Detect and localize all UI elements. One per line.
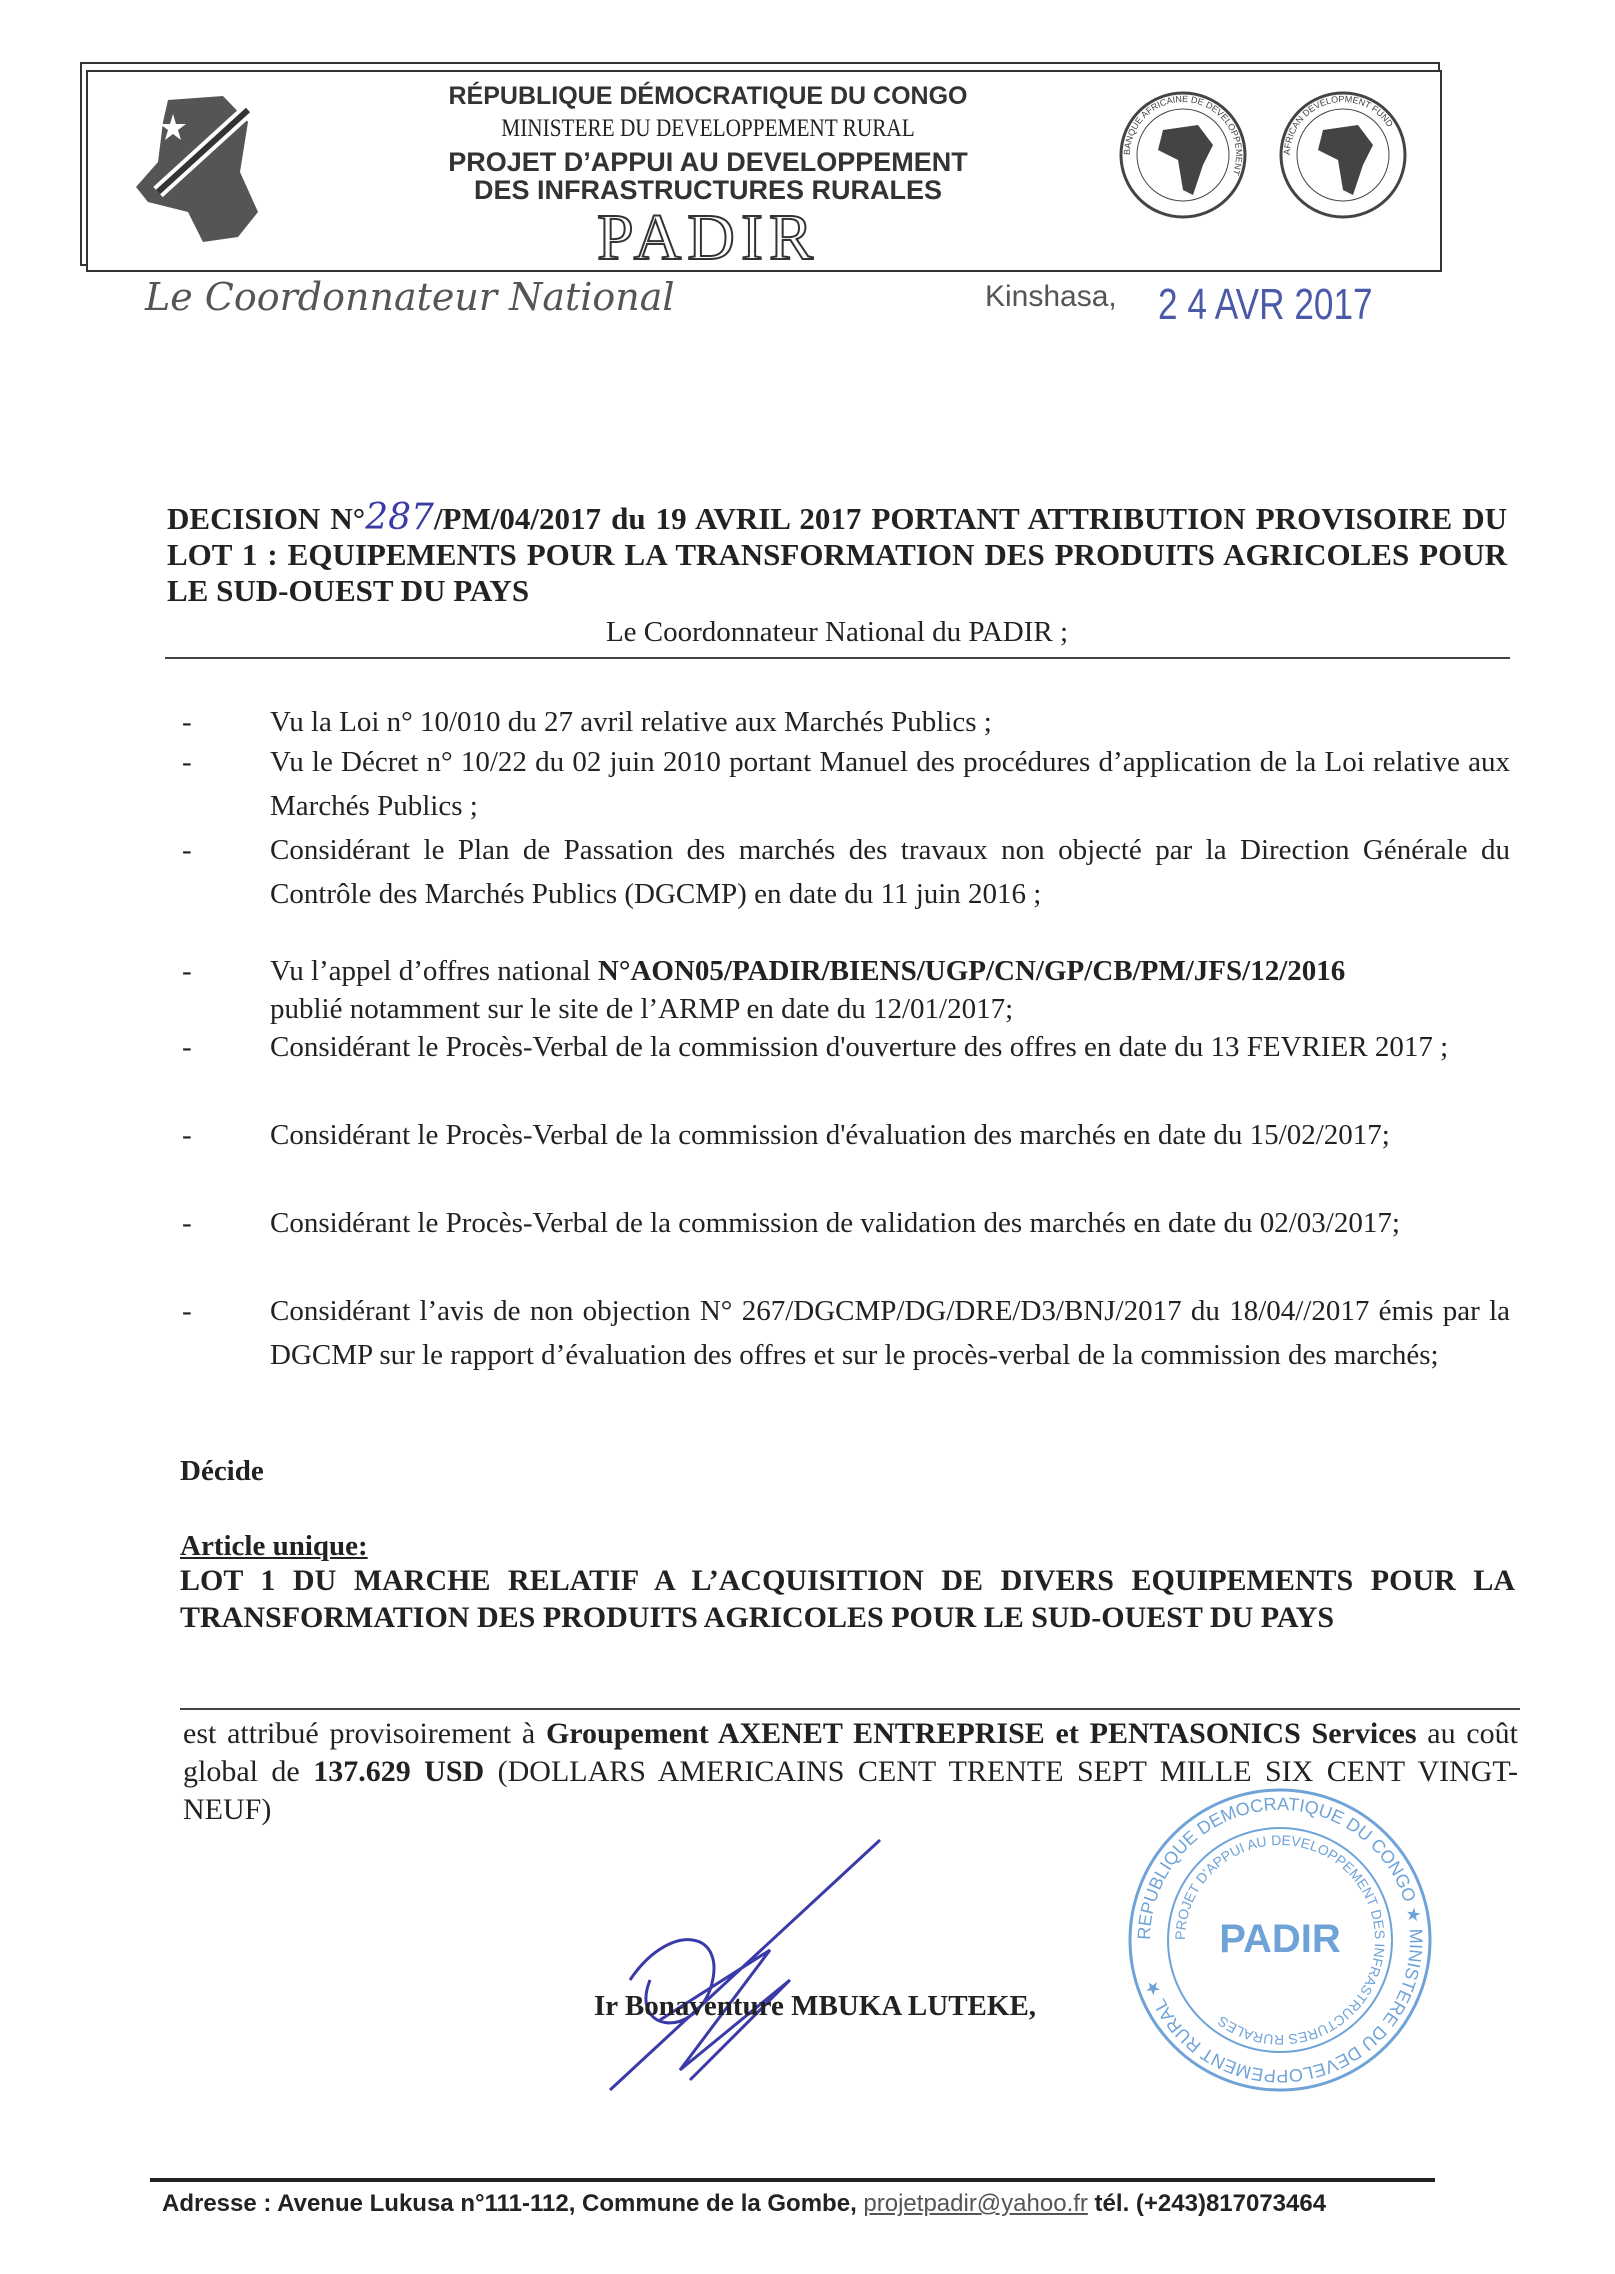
consideration-item: - Vu l’appel d’offres national N°AON05/PADIR/BIENS/UGP/CN/GP/CB/PM/JFS/12/2016 publié notamment sur le site de l’ARMP en date du 12/01/2017; [210,952,1510,1028]
ministry-heading: MINISTERE DU DEVELOPPEMENT RURAL [501,115,915,142]
stamp-seal-icon [1120,1780,1440,2100]
consideration-text: Considérant le Procès-Verbal de la commission de validation des marchés en date du 02/03/2017; [270,1207,1400,1239]
tender-reference: N°AON05/PADIR/BIENS/UGP/CN/GP/CB/PM/JFS/12/2016 [597,955,1346,987]
decide-heading: Décide [180,1455,264,1487]
afdb-logo-text: BANQUE AFRICAINE DE DEVELOPPEMENT [1121,93,1245,177]
consideration-text [270,952,1510,1028]
stamp-center-text: PADIR [1219,1917,1341,1961]
consideration-item: - Considérant le Procès-Verbal de la commission d'ouverture des offres en date du 13 FEVRIER 2017 ; [210,1025,1510,1069]
consideration-item: - Considérant le Procès-Verbal de la commission d'évaluation des marchés en date du 15/02/2017; [210,1113,1510,1157]
amount-in-words: (DOLLARS AMERICAINS CENT TRENTE SEPT MILLE SIX CENT VINGT-NEUF) [183,1755,1518,1826]
decision-title [167,497,1507,609]
official-stamp [1120,1780,1440,2100]
project-line-1: PROJET D’APPUI AU DEVELOPPEMENT [448,147,968,177]
adf-logo-icon [1278,90,1408,220]
consideration-item: - Considérant l’avis de non objection N° 267/DGCMP/DG/DRE/D3/BNJ/2017 du 18/04//2017 émis par la DGCMP sur le rapport d’évaluation des offres et sur le procès-verbal de la commission des marchés; [210,1289,1510,1377]
consideration-item: - Considérant le Plan de Passation des marchés des travaux non objecté par la Direction Générale du Contrôle des Marchés Publics (DGCMP) en date du 11 juin 2016 ; [210,828,1510,916]
stamp-inner-text: PROJET D'APPUI AU DEVELOPPEMENT DES INFRASTRUCTURES RURALES [1171,1831,1389,2049]
divider [180,1708,1520,1710]
decision-number-handwritten: 287 [365,497,434,538]
consideration-item: - Vu la Loi n° 10/010 du 27 avril relative aux Marchés Publics ; [210,700,1510,744]
padir-logo-text: PADIR [597,201,819,274]
decision-subtitle: Le Coordonnateur National du PADIR ; [605,616,1069,648]
consideration-text: Considérant l’avis de non objection N° 267/DGCMP/DG/DRE/D3/BNJ/2017 du 18/04//2017 émis par la DGCMP sur le rapport d’évaluation des offres et sur le procès-verbal de la commission des marchés; [270,1295,1510,1371]
stamp-outer-text: REPUBLIQUE DEMOCRATIQUE DU CONGO ★ MINISTERE DU DEVELOPPEMENT RURAL ★ [1133,1793,1427,2087]
consideration-item: - Considérant le Procès-Verbal de la commission de validation des marchés en date du 02/03/2017; [210,1201,1510,1245]
phone-text: tél. (+243)817073464 [1087,2190,1327,2217]
footer-rule [150,2178,1435,2182]
award-text: est attribué provisoirement à [183,1717,546,1750]
consideration-item: - Vu le Décret n° 10/22 du 02 juin 2010 portant Manuel des procédures d’application de la Loi relative aux Marchés Publics ; [210,740,1510,828]
consideration-text: Considérant le Procès-Verbal de la commission d'ouverture des offres en date du 13 FEVRIER 2017 ; [270,1031,1449,1063]
decision-prefix: DECISION N° [167,501,366,536]
sender-label: Le Coordonnateur National [145,275,675,319]
congo-map-flag-icon [128,92,268,242]
place-label: Kinshasa, [985,280,1117,313]
consideration-text: Vu la Loi n° 10/010 du 27 avril relative aux Marchés Publics ; [270,706,992,738]
adf-logo-text: AFRICAN DEVELOPMENT FUND [1281,93,1396,156]
divider [165,657,1510,659]
consideration-text: Considérant le Plan de Passation des marchés des travaux non objecté par la Direction Générale du Contrôle des Marchés Publics (DGCMP) en date du 11 juin 2016 ; [270,834,1510,910]
address-text: Adresse : Avenue Lukusa n°111-112, Commune de la Gombe, [162,2190,864,2217]
article-subject: LOT 1 DU MARCHE RELATIF A L’ACQUISITION DE DIVERS EQUIPEMENTS POUR LA TRANSFORMATION DES PRODUITS AGRICOLES POUR LE SUD-OUEST DU PAYS [180,1564,1515,1634]
afdb-logo-icon [1118,90,1248,220]
award-amount: 137.629 USD [313,1755,485,1788]
signatory-name: Ir Bonaventure MBUKA LUTEKE, [594,1990,1037,2022]
decision-title-text: /PM/04/2017 du 19 AVRIL 2017 PORTANT ATTRIBUTION PROVISOIRE DU LOT 1 : EQUIPEMENTS POUR LA TRANSFORMATION DES PRODUITS AGRICOLES POUR LE SUD-OUEST DU PAYS [167,501,1507,608]
project-line-2: DES INFRASTRUCTURES RURALES [473,175,943,205]
republic-heading: RÉPUBLIQUE DÉMOCRATIQUE DU CONGO [448,82,968,110]
date-stamp: 2 4 AVR 2017 [1158,280,1373,329]
email-link[interactable]: projetpadir@yahoo.fr [863,2190,1088,2217]
footer-address [162,2190,1326,2218]
header-box [86,70,1442,272]
article-heading: Article unique: [180,1530,368,1562]
project-heading [318,148,1098,204]
tender-publication: publié notamment sur le site de l’ARMP en date du 12/01/2017; [270,993,1014,1025]
consideration-text: Vu le Décret n° 10/22 du 02 juin 2010 portant Manuel des procédures d’application de la Loi relative aux Marchés Publics ; [270,746,1510,822]
awardee: Groupement AXENET ENTREPRISE et PENTASONICS Services [545,1717,1417,1750]
handwritten-signature [590,1830,890,2110]
consideration-text: Considérant le Procès-Verbal de la commission d'évaluation des marchés en date du 15/02/2017; [270,1119,1390,1151]
tender-intro: Vu l’appel d’offres national [270,955,598,987]
award-text: au coût global de [183,1717,1518,1788]
